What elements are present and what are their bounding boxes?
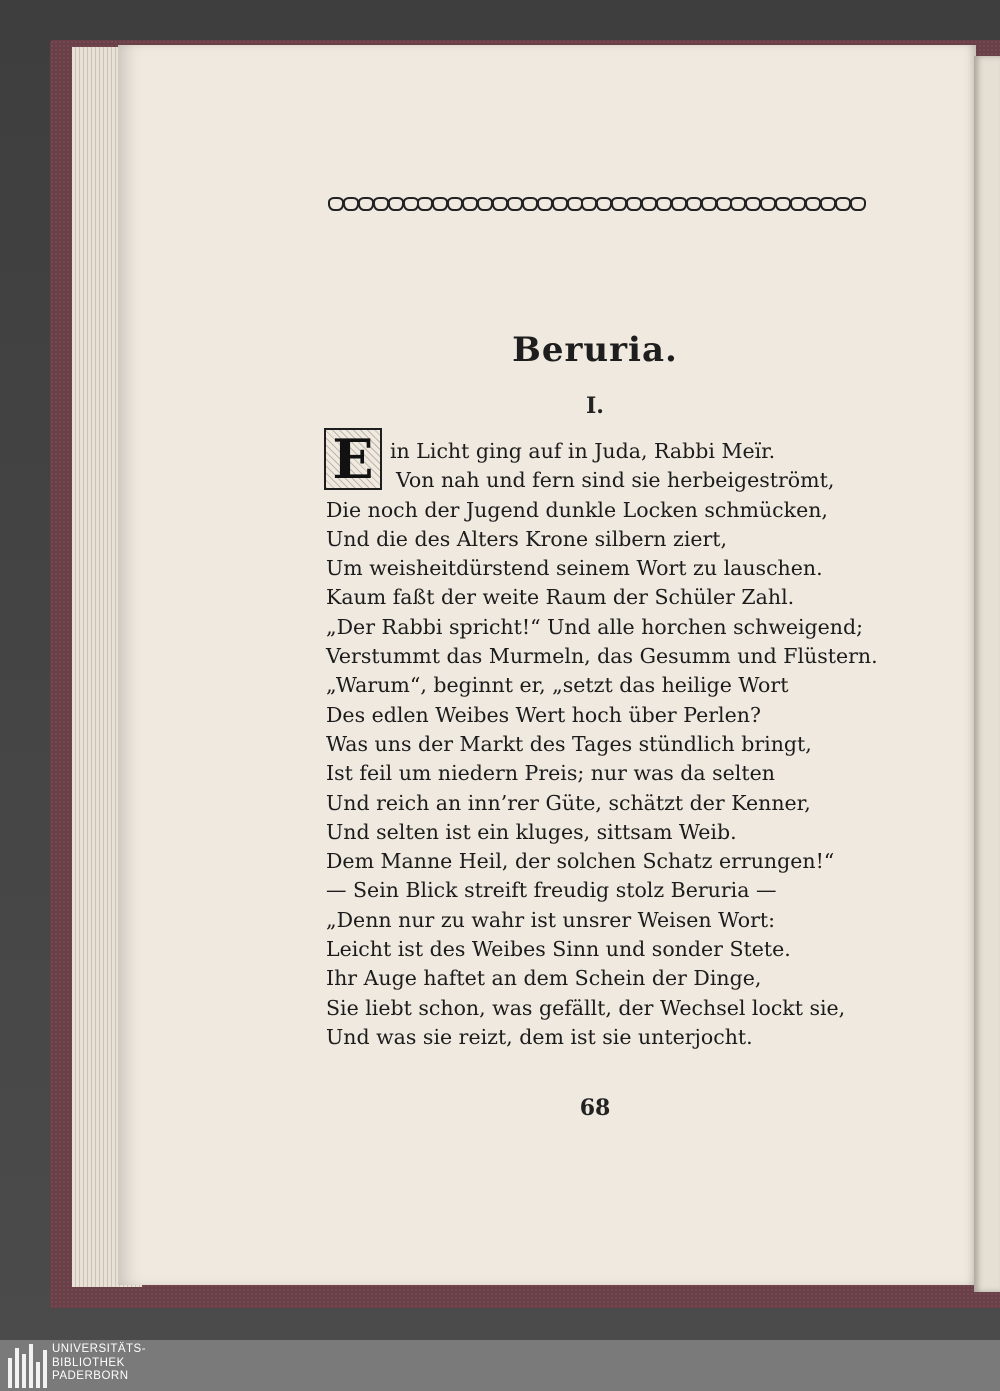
heart-ornament-icon bbox=[581, 197, 593, 209]
facing-page-edge bbox=[974, 56, 1000, 1292]
heart-ornament-icon bbox=[596, 197, 608, 209]
heart-ornament-icon bbox=[522, 197, 534, 209]
heart-ornament-icon bbox=[477, 197, 489, 209]
poem-line: — Sein Blick streift freudig stolz Beruria — bbox=[326, 878, 777, 903]
heart-ornament-icon bbox=[432, 197, 444, 209]
poem-line: Die noch der Jugend dunkle Locken schmücken, bbox=[326, 497, 828, 522]
heart-ornament-icon bbox=[850, 197, 862, 209]
heart-ornament-icon bbox=[537, 197, 549, 209]
heart-ornament-icon bbox=[626, 197, 638, 209]
heart-ornament-icon bbox=[641, 197, 653, 209]
heart-ornament-icon bbox=[492, 197, 504, 209]
poem-line: Verstummt das Murmeln, das Gesumm und Flüstern. bbox=[326, 644, 878, 669]
heart-ornament-icon bbox=[567, 197, 579, 209]
heart-ornament-icon bbox=[686, 197, 698, 209]
poem-line: Ist feil um niedern Preis; nur was da selten bbox=[326, 761, 775, 786]
poem-line: Sie liebt schon, was gefällt, der Wechsel lockt sie, bbox=[326, 995, 846, 1020]
heart-ornament-icon bbox=[745, 197, 757, 209]
poem-line: „Der Rabbi spricht!“ Und alle horchen schweigend; bbox=[326, 614, 864, 639]
section-number: I. bbox=[586, 393, 604, 419]
library-footer bbox=[0, 1340, 1000, 1391]
poem-line: Was uns der Markt des Tages stündlich bringt, bbox=[326, 731, 812, 756]
poem-body bbox=[326, 437, 878, 1052]
poem-line: Ihr Auge haftet an dem Schein der Dinge, bbox=[326, 966, 762, 991]
heart-ornament-icon bbox=[373, 197, 385, 209]
poem-line: Des edlen Weibes Wert hoch über Perlen? bbox=[326, 702, 761, 727]
poem-line: Und selten ist ein kluges, sittsam Weib. bbox=[326, 819, 737, 844]
heart-ornament-icon bbox=[447, 197, 459, 209]
library-name-line: BIBLIOTHEK bbox=[52, 1356, 125, 1369]
poem-title-wrap bbox=[330, 330, 860, 370]
heart-ornament-icon bbox=[403, 197, 415, 209]
poem-line: Dem Manne Heil, der solchen Schatz errungen!“ bbox=[326, 849, 835, 874]
poem-line: Um weisheitdürstend seinem Wort zu lauschen. bbox=[326, 556, 823, 581]
heart-ornament-icon bbox=[805, 197, 817, 209]
heart-ornament-icon bbox=[611, 197, 623, 209]
heart-ornament-icon bbox=[462, 197, 474, 209]
poem-line: „Warum“, beginnt er, „setzt das heilige Wort bbox=[326, 673, 789, 698]
poem-line: Von nah und fern sind sie herbeigeströmt, bbox=[396, 468, 835, 493]
poem-line: „Denn nur zu wahr ist unsrer Weisen Wort: bbox=[326, 907, 776, 932]
library-logo-icon bbox=[8, 1344, 47, 1388]
poem-line: Kaum faßt der weite Raum der Schüler Zahl. bbox=[326, 585, 795, 610]
library-name-line: UNIVERSITÄTS- bbox=[52, 1343, 147, 1355]
heart-ornament-icon bbox=[835, 197, 847, 209]
poem-line: Und reich an inn’rer Güte, schätzt der Kenner, bbox=[326, 790, 811, 815]
heart-ornament-icon bbox=[671, 197, 683, 209]
library-name bbox=[52, 1343, 146, 1384]
poem-line: Und die des Alters Krone silbern ziert, bbox=[326, 526, 728, 551]
drop-cap-letter: E bbox=[332, 427, 374, 491]
poem-line: Und was sie reizt, dem ist sie unterjocht. bbox=[326, 1024, 753, 1049]
page-number: 68 bbox=[579, 1095, 611, 1121]
heart-ornament-icon bbox=[343, 197, 355, 209]
heart-ornament-icon bbox=[760, 197, 772, 209]
heart-ornament-icon bbox=[656, 197, 668, 209]
heart-ornament-icon bbox=[790, 197, 802, 209]
heart-ornament-icon bbox=[552, 197, 564, 209]
heart-ornament-icon bbox=[775, 197, 787, 209]
heart-ornament-icon bbox=[358, 197, 370, 209]
heart-ornament-icon bbox=[507, 197, 519, 209]
poem-line: in Licht ging auf in Juda, Rabbi Meïr. bbox=[390, 439, 776, 463]
heart-ornament-icon bbox=[820, 197, 832, 209]
heart-ornament-icon bbox=[730, 197, 742, 209]
heart-ornament-icon bbox=[701, 197, 713, 209]
heart-ornament-row bbox=[328, 191, 862, 215]
poem-line: Leicht ist des Weibes Sinn und sonder Stete. bbox=[326, 937, 791, 962]
library-name-line: PADERBORN bbox=[52, 1370, 129, 1382]
heart-ornament-icon bbox=[328, 197, 340, 209]
heart-ornament-icon bbox=[716, 197, 728, 209]
heart-ornament-icon bbox=[417, 197, 429, 209]
poem-title: Beruria. bbox=[512, 330, 678, 370]
heart-ornament-icon bbox=[388, 197, 400, 209]
